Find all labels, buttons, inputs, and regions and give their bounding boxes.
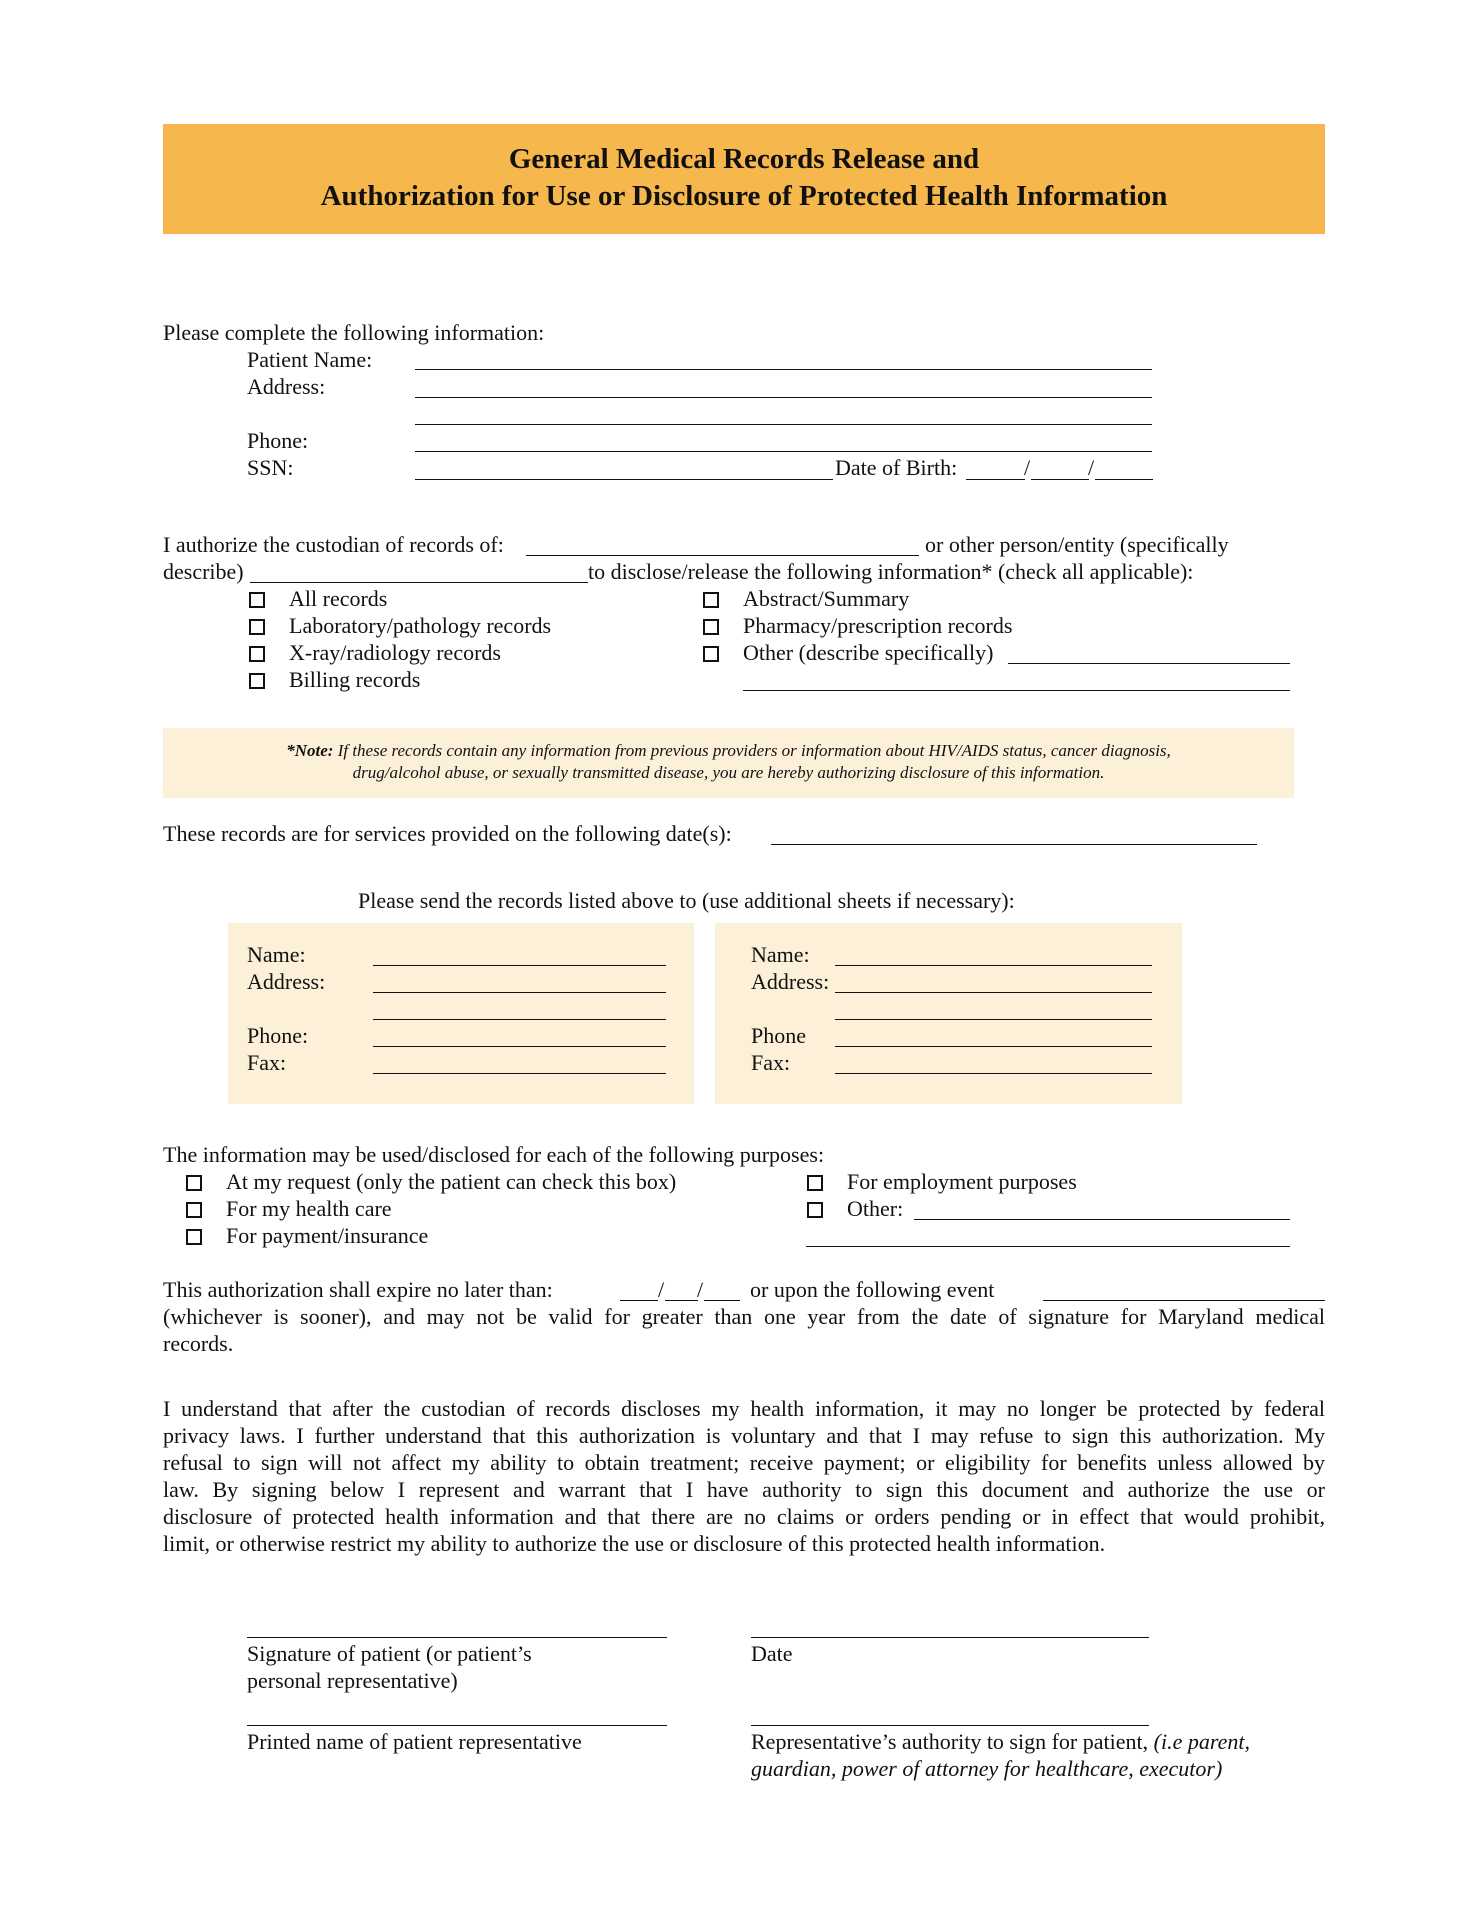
other-purpose-label: Other:	[847, 1196, 904, 1221]
billing-records-label: Billing records	[289, 667, 421, 692]
other-records-label: Other (describe specifically)	[743, 640, 994, 665]
recipient-1-name-field[interactable]	[373, 965, 666, 966]
expiration-month-field[interactable]	[620, 1300, 658, 1301]
understanding-line: I understand that after the custodian of records discloses my health information, it may no longer be protected by federal	[163, 1396, 1325, 1421]
recipient-2-address-field-line-2[interactable]	[835, 1019, 1152, 1020]
ssn-field[interactable]	[415, 479, 833, 480]
understanding-line: disclosure of protected health information and that there are no claims or orders pending or in effect that would prohibit,	[163, 1504, 1325, 1529]
other-records-description-field-line-2[interactable]	[743, 690, 1290, 691]
all-records-label: All records	[289, 586, 388, 611]
form-title-line-2: Authorization for Use or Disclosure of Protected Health Information	[320, 180, 1168, 212]
expiration-text-line-3: records.	[163, 1331, 234, 1356]
abstract-summary-checkbox[interactable]	[703, 592, 719, 608]
note-box	[163, 728, 1294, 798]
describe-label: describe)	[163, 559, 244, 584]
phone-label: Phone:	[247, 428, 309, 453]
form-header	[163, 124, 1325, 234]
representative-authority-field[interactable]	[751, 1725, 1149, 1726]
other-records-description-field[interactable]	[1008, 663, 1290, 664]
other-entity-description-field[interactable]	[250, 582, 588, 583]
other-entity-text: or other person/entity (specifically	[925, 532, 1229, 557]
address-field-line-1[interactable]	[415, 397, 1152, 398]
expiration-date-separator: /	[658, 1277, 665, 1302]
address-label: Address:	[247, 374, 326, 399]
employment-purposes-label: For employment purposes	[847, 1169, 1077, 1194]
address-field-line-2[interactable]	[415, 424, 1152, 425]
note-prefix: *Note:	[286, 741, 334, 760]
phone-field[interactable]	[415, 451, 1152, 452]
signature-date-label: Date	[751, 1641, 793, 1666]
dob-day-field[interactable]	[1031, 479, 1089, 480]
employment-purposes-checkbox[interactable]	[807, 1175, 823, 1191]
custodian-name-field[interactable]	[526, 555, 919, 556]
lab-records-label: Laboratory/pathology records	[289, 613, 552, 638]
other-purpose-field-line-2[interactable]	[806, 1246, 1290, 1247]
expiration-text: This authorization shall expire no later than:	[163, 1277, 553, 1302]
expiration-year-field[interactable]	[704, 1300, 740, 1301]
understanding-line: privacy laws. I further understand that this authorization is voluntary and that I may refuse to sign this authorization. My	[163, 1423, 1325, 1448]
patient-name-label: Patient Name:	[247, 347, 373, 372]
recipient-2-address-label: Address:	[751, 969, 830, 994]
representative-authority-examples-line-2: guardian, power of attorney for healthcare, executor)	[751, 1756, 1223, 1781]
at-my-request-label: At my request (only the patient can check this box)	[226, 1169, 677, 1194]
patient-name-field[interactable]	[415, 369, 1152, 370]
expiration-day-field[interactable]	[665, 1300, 698, 1301]
understanding-line: law. By signing below I represent and warrant that I have authority to sign this document and authorize the use or	[163, 1477, 1325, 1502]
expiration-text-line-2: (whichever is sooner), and may not be valid for greater than one year from the date of signature for Maryland medical	[163, 1304, 1325, 1329]
services-dates-label: These records are for services provided on the following date(s):	[163, 821, 732, 846]
disclose-release-text: to disclose/release the following information* (check all applicable):	[588, 559, 1194, 584]
payment-insurance-checkbox[interactable]	[186, 1229, 202, 1245]
understanding-paragraph	[163, 1395, 1325, 1557]
representative-authority-label	[751, 1728, 1250, 1755]
understanding-line: refusal to sign will not affect my ability to obtain treatment; receive payment; or eligibility for benefits unless allowed by	[163, 1450, 1325, 1475]
signature-date-field[interactable]	[751, 1637, 1149, 1638]
pharmacy-records-checkbox[interactable]	[703, 619, 719, 635]
payment-insurance-label: For payment/insurance	[226, 1223, 429, 1248]
recipient-1-fax-field[interactable]	[373, 1073, 666, 1074]
recipient-2-fax-field[interactable]	[835, 1073, 1152, 1074]
authorize-custodian-text: I authorize the custodian of records of:	[163, 532, 504, 557]
expiration-event-text: or upon the following event	[750, 1277, 995, 1302]
note-line-2: drug/alcohol abuse, or sexually transmitted disease, you are hereby authorizing disclosure of this information.	[352, 763, 1105, 782]
recipient-1-fax-label: Fax:	[247, 1050, 287, 1075]
ssn-label: SSN:	[247, 455, 294, 480]
patient-signature-label-line-1: Signature of patient (or patient’s	[247, 1641, 532, 1666]
all-records-checkbox[interactable]	[249, 592, 265, 608]
other-purpose-field[interactable]	[914, 1219, 1290, 1220]
printed-name-label: Printed name of patient representative	[247, 1729, 582, 1754]
at-my-request-checkbox[interactable]	[186, 1175, 202, 1191]
printed-name-field[interactable]	[247, 1725, 667, 1726]
expiration-date-separator: /	[697, 1277, 704, 1302]
dob-label: Date of Birth:	[835, 455, 958, 480]
pharmacy-records-label: Pharmacy/prescription records	[743, 613, 1013, 638]
recipient-1-address-field-line-2[interactable]	[373, 1019, 666, 1020]
representative-authority-text: Representative’s authority to sign for patient,	[751, 1729, 1154, 1754]
note-line-1	[163, 740, 1294, 762]
dob-year-field[interactable]	[1095, 479, 1153, 480]
send-records-heading: Please send the records listed above to (use additional sheets if necessary):	[358, 888, 1015, 913]
recipient-1-phone-label: Phone:	[247, 1023, 309, 1048]
recipient-1-address-field[interactable]	[373, 992, 666, 993]
note-text-1: If these records contain any information from previous providers or information about HIV/AIDS status, cancer diagnosis,	[333, 741, 1171, 760]
expiration-event-field[interactable]	[1043, 1300, 1325, 1301]
patient-signature-label-line-2: personal representative)	[247, 1668, 458, 1693]
dob-separator: /	[1088, 455, 1095, 480]
other-records-checkbox[interactable]	[703, 646, 719, 662]
billing-records-checkbox[interactable]	[249, 673, 265, 689]
understanding-line: limit, or otherwise restrict my ability to authorize the use or disclosure of this protected health information.	[163, 1531, 1106, 1556]
recipient-1-phone-field[interactable]	[373, 1046, 666, 1047]
patient-signature-field[interactable]	[247, 1637, 667, 1638]
recipient-2-fax-label: Fax:	[751, 1050, 791, 1075]
xray-records-label: X-ray/radiology records	[289, 640, 501, 665]
form-title-line-1: General Medical Records Release and	[508, 143, 980, 175]
xray-records-checkbox[interactable]	[249, 646, 265, 662]
recipient-2-name-field[interactable]	[835, 965, 1152, 966]
abstract-summary-label: Abstract/Summary	[743, 586, 910, 611]
recipient-2-address-field[interactable]	[835, 992, 1152, 993]
representative-authority-examples: (i.e parent,	[1153, 1729, 1250, 1754]
patient-info-intro: Please complete the following information:	[163, 320, 545, 345]
recipient-2-phone-label: Phone	[751, 1023, 806, 1048]
services-dates-field[interactable]	[771, 844, 1257, 845]
health-care-label: For my health care	[226, 1196, 392, 1221]
health-care-checkbox[interactable]	[186, 1202, 202, 1218]
recipient-2-name-label: Name:	[751, 942, 810, 967]
recipient-1-address-label: Address:	[247, 969, 326, 994]
dob-month-field[interactable]	[966, 479, 1025, 480]
purposes-heading: The information may be used/disclosed for each of the following purposes:	[163, 1142, 825, 1167]
other-purpose-checkbox[interactable]	[807, 1202, 823, 1218]
lab-records-checkbox[interactable]	[249, 619, 265, 635]
recipient-2-phone-field[interactable]	[835, 1046, 1152, 1047]
recipient-1-name-label: Name:	[247, 942, 306, 967]
dob-separator: /	[1024, 455, 1031, 480]
